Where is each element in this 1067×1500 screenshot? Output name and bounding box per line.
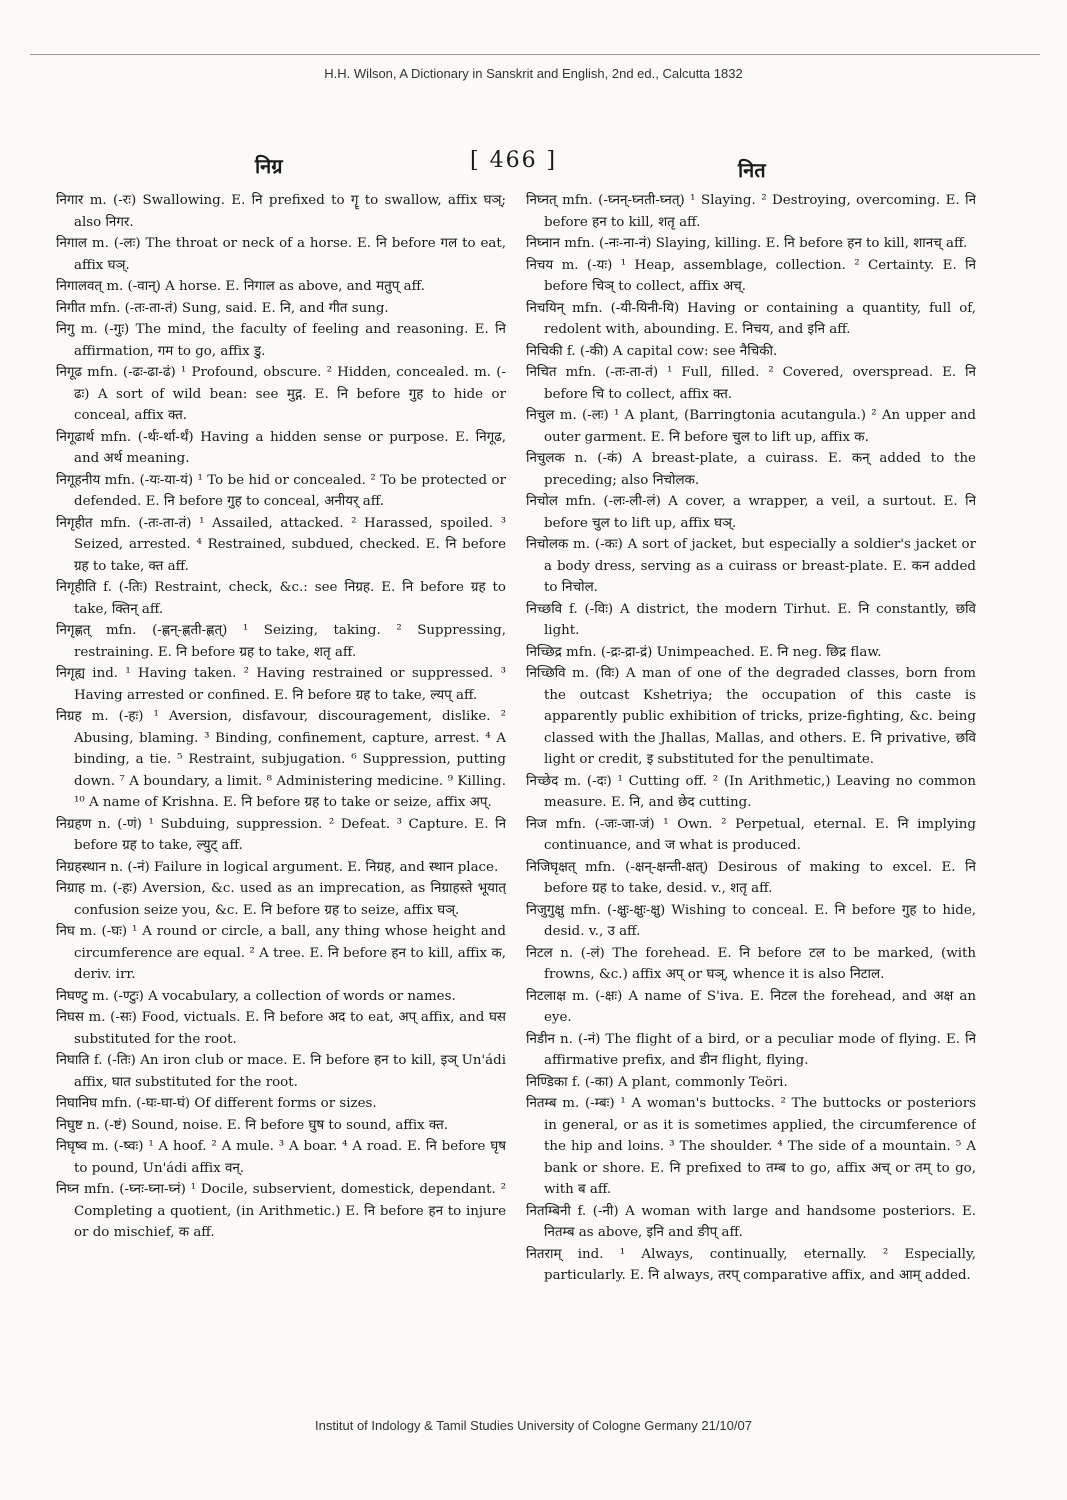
dictionary-entry: निज mfn. (-जः-जा-जं) ¹ Own. ² Perpetual, eternal. E. नि implying continuance, and ज what is produced. xyxy=(526,816,976,853)
dictionary-entry: निडीन n. (-नं) The flight of a bird, or a peculiar mode of flying. E. नि affirmative prefix, and डीन flight, flying. xyxy=(526,1031,976,1068)
dictionary-entry: निचय m. (-यः) ¹ Heap, assemblage, collection. ² Certainty. E. नि before चिञ् to collect, affix अच्. xyxy=(526,257,976,294)
dictionary-entry: नितम्ब m. (-म्बः) ¹ A woman's buttocks. ² The buttocks or posteriors in general, or as it is sometimes applied, the circumference of the hip and loins. ³ The shoulder. ⁴ The side of a mountain. ⁵ A bank or shore. E. नि prefixed to तम्ब to go, affix अच् or तम् to go, with ब aff. xyxy=(526,1096,976,1197)
dictionary-entry: निच्छिद्र mfn. (-द्रः-द्रा-द्रं) Unimpeached. E. नि neg. छिद्र flaw. xyxy=(526,644,882,660)
dictionary-entry: निगीत mfn. (-तः-ता-तं) Sung, said. E. नि, and गीत sung. xyxy=(56,300,389,316)
dictionary-entry: निजिघृक्षत् mfn. (-क्षन्-क्षन्ती-क्षत्) Desirous of making to excel. E. नि before ग्रह to take, desid. v., शतृ aff. xyxy=(526,859,976,896)
dictionary-entry: निघस m. (-सः) Food, victuals. E. नि before अद to eat, अप् affix, and घस substituted for the root. xyxy=(56,1010,506,1047)
dictionary-entry: निघ्न mfn. (-घ्नः-घ्ना-घ्नं) ¹ Docile, subservient, domestick, dependant. ² Completing a quotient, (in Arithmetic.) E. नि before हन to injure or do mischief, क aff. xyxy=(56,1182,506,1240)
running-head-left: निग्र xyxy=(255,154,283,178)
page-head xyxy=(0,148,1067,184)
dictionary-entry: निगृह्णत् mfn. (-ह्णन्-ह्णती-ह्णत्) ¹ Seizing, taking. ² Suppressing, restraining. E. नि before ग्रह to take, शतृ aff. xyxy=(56,623,506,660)
dictionary-columns xyxy=(56,190,976,1410)
dictionary-entry: निगूढ mfn. (-ढः-ढा-ढं) ¹ Profound, obscure. ² Hidden, concealed. m. (-ढः) A sort of wild bean: see मुद्ग. E. नि before गुह to hide or conceal, affix क्त. xyxy=(56,365,506,423)
dictionary-entry: निग्रहस्थान n. (-नं) Failure in logical argument. E. निग्रह, and स्थान place. xyxy=(56,859,499,875)
dictionary-entry: निघ्नान mfn. (-नः-ना-नं) Slaying, killing. E. नि before हन to kill, शानच् aff. xyxy=(526,236,968,251)
dictionary-entry: निटलाक्ष m. (-क्षः) A name of S'iva. E. निटल the forehead, and अक्ष an eye. xyxy=(526,988,976,1025)
dictionary-entry: निग्राह m. (-हः) Aversion, &c. used as an imprecation, as निग्राहस्ते भूयात् confusion seize you, &c. E. नि before ग्रह to seize, affix घञ्. xyxy=(56,881,506,918)
dictionary-entry: निचुलक n. (-कं) A breast-plate, a cuirass. E. कन् added to the preceding; also निचोलक. xyxy=(526,451,976,488)
dictionary-entry: निचित mfn. (-तः-ता-तं) ¹ Full, filled. ² Covered, overspread. E. नि before चि to collect, affix क्त. xyxy=(526,365,976,402)
scan-edge-line xyxy=(30,54,1040,55)
dictionary-entry: निजुगुक्षु mfn. (-क्षुः-क्षुः-क्षु) Wishing to conceal. E. नि before गुह to hide, desid. v., उ aff. xyxy=(526,902,976,939)
dictionary-entry: निगृह्य ind. ¹ Having taken. ² Having restrained or suppressed. ³ Having arrested or confined. E. नि before ग्रह to take, ल्यप् aff. xyxy=(56,666,506,703)
dictionary-entry: निघ m. (-घः) ¹ A round or circle, a ball, any thing whose height and circumference are equal. ² A tree. E. नि before हन to kill, affix क, deriv. irr. xyxy=(56,924,506,982)
dictionary-entry: निगृहीति f. (-तिः) Restraint, check, &c.: see निग्रह. E. नि before ग्रह to take, क्तिन् aff. xyxy=(56,580,506,617)
dictionary-entry: नितराम् ind. ¹ Always, continually, eternally. ² Especially, particularly. E. नि always, तरप् comparative affix, and आम् added. xyxy=(526,1246,976,1283)
dictionary-entry: निण्डिका f. (-का) A plant, commonly Teöri. xyxy=(526,1074,788,1090)
dictionary-entry: निचिकी f. (-की) A capital cow: see नैचिकी. xyxy=(526,343,778,359)
dictionary-entry: निगु m. (-गुः) The mind, the faculty of feeling and reasoning. E. नि affirmation, गम to go, affix डु. xyxy=(56,322,506,359)
dictionary-entry: निग्रहण n. (-णं) ¹ Subduing, suppression. ² Defeat. ³ Capture. E. नि before ग्रह to take, ल्युट् aff. xyxy=(56,816,506,853)
source-footer: Institut of Indology & Tamil Studies University of Cologne Germany 21/10/07 xyxy=(315,1418,752,1433)
page-number: [ 466 ] xyxy=(470,148,558,173)
dictionary-entry: निचोल mfn. (-लः-ली-लं) A cover, a wrapper, a veil, a surtout. E. नि before चुल to lift up, affix घञ्. xyxy=(526,494,976,531)
dictionary-entry: निगाल m. (-लः) The throat or neck of a horse. E. नि before गल to eat, affix घञ्. xyxy=(56,236,506,273)
dictionary-entry: निच्छिवि m. (विः) A man of one of the degraded classes, born from the outcast Kshetriya; the occupation of this caste is apparently public exhibition of tricks, prize-fighting, &c. being classed with the Jhallas, Mallas, and others. E. नि privative, छवि light or credit, इ substituted for the penultimate. xyxy=(526,666,976,767)
dictionary-entry: निघृष्व m. (-ष्वः) ¹ A hoof. ² A mule. ³ A boar. ⁴ A road. E. नि before घृष to pound, Un'ádi affix वन्. xyxy=(56,1139,506,1176)
dictionary-entry: निग्रह m. (-हः) ¹ Aversion, disfavour, discouragement, dislike. ² Abusing, blaming. ³ Binding, confinement, capture, arrest. ⁴ A binding, a tie. ⁵ Restraint, subjugation. ⁶ Suppression, putting down. ⁷ A boundary, a limit. ⁸ Administering medicine. ⁹ Killing. ¹⁰ A name of Krishna. E. नि before ग्रह to take or seize, affix अप्. xyxy=(56,709,506,810)
running-head-right: नित xyxy=(738,158,766,182)
dictionary-entry: निगार m. (-रः) Swallowing. E. नि prefixed to गॄ to swallow, affix घञ्; also निगर. xyxy=(56,193,506,230)
dictionary-entry: निगालवत् m. (-वान्) A horse. E. निगाल as above, and मतुप् aff. xyxy=(56,279,425,294)
dictionary-entry: निघुष्ट n. (-ष्टं) Sound, noise. E. नि before घुष to sound, affix क्त. xyxy=(56,1117,448,1133)
dictionary-entry: निचोलक m. (-कः) A sort of jacket, but especially a soldier's jacket or a body dress, serving as a cuirass or breast-plate. E. कन added to निचोल. xyxy=(526,537,976,595)
dictionary-entry: निच्छवि f. (-विः) A district, the modern Tirhut. E. नि constantly, छवि light. xyxy=(526,601,976,638)
dictionary-entry: निच्छेद m. (-दः) ¹ Cutting off. ² (In Arithmetic,) Leaving no common measure. E. नि, and छेद cutting. xyxy=(526,773,976,810)
dictionary-entry: निघाति f. (-तिः) An iron club or mace. E. नि before हन to kill, इञ् Un'ádi affix, घात substituted for the root. xyxy=(56,1053,506,1090)
dictionary-entry: निगृहीत mfn. (-तः-ता-तं) ¹ Assailed, attacked. ² Harassed, spoiled. ³ Seized, arrested. ⁴ Restrained, subdued, checked. E. नि before ग्रह to take, क्त aff. xyxy=(56,515,506,574)
dictionary-entry: निगूहनीय mfn. (-यः-या-यं) ¹ To be hid or concealed. ² To be protected or defended. E. नि before गुह to conceal, अनीयर् aff. xyxy=(56,472,506,509)
dictionary-entry: निघण्टु m. (-ण्टुः) A vocabulary, a collection of words or names. xyxy=(56,988,456,1004)
dictionary-entry: निघानिघ mfn. (-घः-घा-घं) Of different forms or sizes. xyxy=(56,1096,377,1111)
right-column xyxy=(526,190,976,1410)
dictionary-entry: निघ्नत् mfn. (-घ्नन्-घ्नती-घ्नत्) ¹ Slaying. ² Destroying, overcoming. E. नि before हन to kill, शतृ aff. xyxy=(526,193,976,230)
left-column xyxy=(56,190,506,1410)
dictionary-entry: निगूढार्थ mfn. (-र्थः-र्था-र्थं) Having a hidden sense or purpose. E. निगूढ, and अर्थ meaning. xyxy=(56,429,506,466)
source-header: H.H. Wilson, A Dictionary in Sanskrit and English, 2nd ed., Calcutta 1832 xyxy=(324,66,743,81)
dictionary-entry: नितम्बिनी f. (-नी) A woman with large and handsome posteriors. E. नितम्ब as above, इनि and ङीप् aff. xyxy=(526,1203,976,1240)
dictionary-entry: निटल n. (-लं) The forehead. E. नि before टल to be marked, (with frowns, &c.) affix अप् or घञ्, whence it is also निटाल. xyxy=(526,945,976,982)
dictionary-entry: निचुल m. (-लः) ¹ A plant, (Barringtonia acutangula.) ² An upper and outer garment. E. नि before चुल to lift up, affix क. xyxy=(526,408,976,445)
dictionary-entry: निचयिन् mfn. (-यी-यिनी-यि) Having or containing a quantity, full of, redolent with, abounding. E. निचय, and इनि aff. xyxy=(526,300,976,337)
